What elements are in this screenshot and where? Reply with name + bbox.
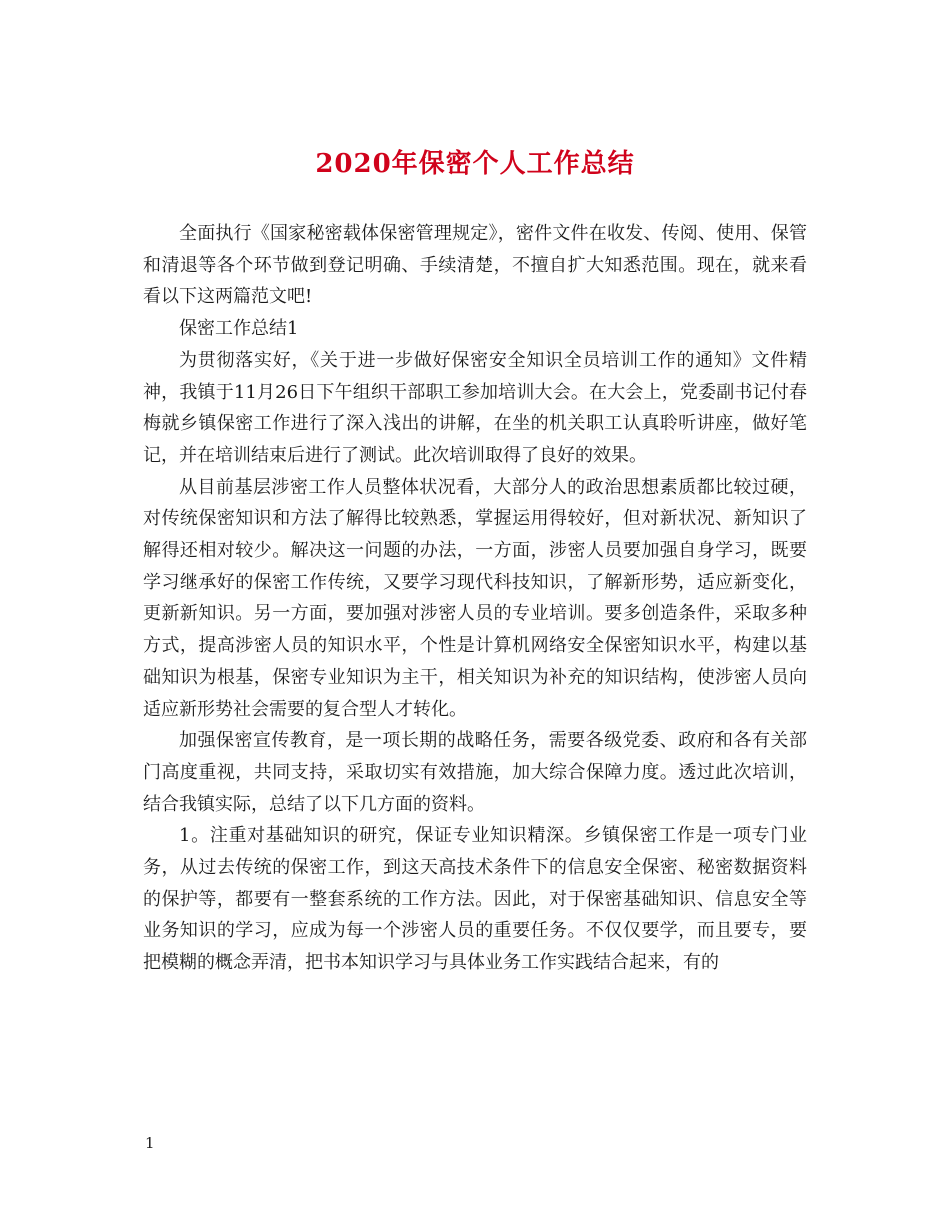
document-body bbox=[143, 218, 807, 979]
section-heading: 保密工作总结1 bbox=[179, 318, 299, 340]
paragraph-point-1: 1。注重对基础知识的研究，保证专业知识精深。乡镇保密工作是一项专门业务，从过去传统的保密工作，到这天高技术条件下的信息安全保密、秘密数据资料的保护等，都要有一整套系统的工作方法。因此，对于保密基础知识、信息安全等业务知识的学习，应成为每一个涉密人员的重要任务。不仅仅要学，而且要专，要把模糊的概念弄清，把书本知识学习与具体业务工作实践结合起来，有的 bbox=[143, 825, 807, 974]
paragraph-publicity: 加强保密宣传教育，是一项长期的战略任务，需要各级党委、政府和各有关部门高度重视，共同支持，采取切实有效措施，加大综合保障力度。透过此次培训，结合我镇实际，总结了以下几方面的资料。 bbox=[143, 730, 807, 815]
document-title: 2020年保密个人工作总结 bbox=[315, 149, 635, 179]
paragraph-situation: 从目前基层涉密工作人员整体状况看，大部分人的政治思想素质都比较过硬，对传统保密知识和方法了解得比较熟悉，掌握运用得较好，但对新状况、新知识了解得还相对较少。解决这一问题的办法，一方面，涉密人员要加强自身学习，既要学习继承好的保密工作传统，又要学习现代科技知识，了解新形势，适应新变化，更新新知识。另一方面，要加强对涉密人员的专业培训。要多创造条件，采取多种方式，提高涉密人员的知识水平，个性是计算机网络安全保密知识水平，构建以基础知识为根基，保密专业知识为主干，相关知识为补充的知识结构，使涉密人员向适应新形势社会需要的复合型人才转化。 bbox=[143, 476, 807, 720]
paragraph-training: 为贯彻落实好，《关于进一步做好保密安全知识全员培训工作的通知》文件精神，我镇于11月26日下午组织干部职工参加培训大会。在大会上，党委副书记付春梅就乡镇保密工作进行了深入浅出的讲解，在坐的机关职工认真聆听讲座，做好笔记，并在培训结束后进行了测试。此次培训取得了良好的效果。 bbox=[143, 349, 807, 466]
page-number: 1 bbox=[145, 1134, 155, 1152]
paragraph-intro: 全面执行《国家秘密载体保密管理规定》，密件文件在收发、传阅、使用、保管和清退等各个环节做到登记明确、手续清楚，不擅自扩大知悉范围。现在，就来看看以下这两篇范文吧! bbox=[143, 223, 807, 308]
